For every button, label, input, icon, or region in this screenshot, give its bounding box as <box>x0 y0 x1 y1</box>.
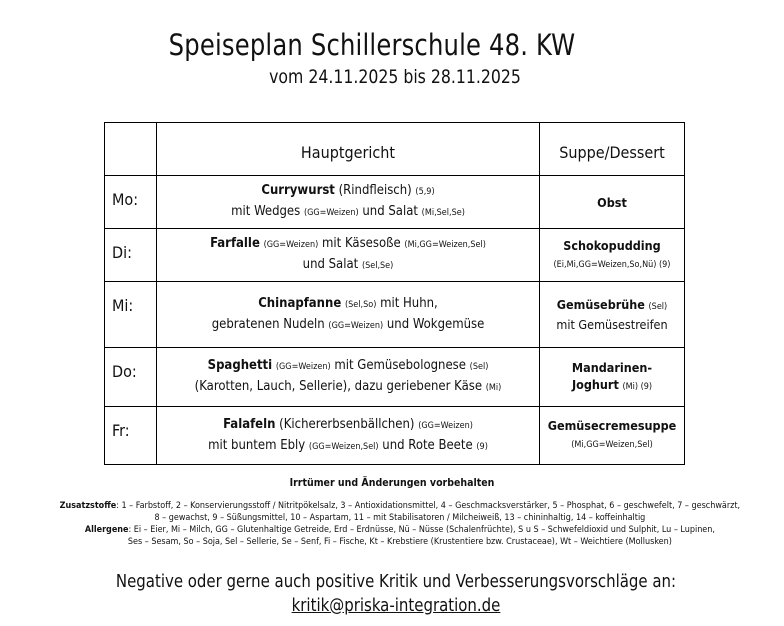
allergen-codes: (GG=Weizen) <box>418 420 473 431</box>
allergen-codes: (Mi) <box>485 383 502 393</box>
dish-text: und Salat <box>358 204 422 219</box>
dish-text: mit Gemüsestreifen <box>556 317 668 332</box>
allergen-codes: (Mi) (9) <box>622 381 653 392</box>
dish-text-line <box>540 376 684 396</box>
page-title: Speiseplan Schillerschule 48. KW <box>168 28 576 62</box>
allergen-codes: (9) <box>476 441 488 452</box>
dish-name: Currywurst <box>261 183 335 198</box>
dish-text-line <box>540 417 684 434</box>
allergen-codes: (Sel,Se) <box>361 261 394 271</box>
dish-text: (Rindfleisch) <box>334 183 416 198</box>
table-header-row <box>105 123 685 176</box>
dish-name: Obst <box>597 194 627 210</box>
dish-text-line <box>540 316 684 333</box>
table-row <box>105 407 685 465</box>
menu-table <box>104 122 685 465</box>
allergens-line-2: Ses – Sesam, So – Soja, Sel – Sellerie, Se – Senf, Fi – Fische, Kt – Krebstiere (Krustentiere bzw. Crustaceae), Wt – Weichtiere (Mollusken) <box>127 536 672 547</box>
allergen-codes: (GG=Weizen,Sel) <box>308 441 379 452</box>
dish-name: Spaghetti <box>207 358 273 373</box>
column-header-main: Hauptgericht <box>157 123 540 176</box>
main-dish-cell <box>157 282 540 348</box>
allergen-codes: (Mi,GG=Weizen,Sel) <box>404 240 486 250</box>
dish-text-line <box>157 202 539 223</box>
dish-text-line <box>157 294 539 315</box>
table-row <box>105 282 685 348</box>
feedback-email-link[interactable]: kritik@priska-integration.de <box>291 596 501 616</box>
main-dish-cell <box>157 176 540 229</box>
additives-line <box>10 500 784 512</box>
allergen-codes: (Ei,Mi,GG=Weizen,So,Nü) (9) <box>553 259 671 270</box>
day-label: Mo: <box>105 176 157 229</box>
additives-text: : 1 – Farbstoff, 2 – Konservierungsstoff / Nitritpökelsalz, 3 – Antioxidationsmittel, 4 – Geschmacksverstärker, 5 – Phosphat, 6 – geschwefelt, 7 – geschwärzt, <box>116 500 741 511</box>
dish-name: Schokopudding <box>563 237 661 253</box>
dish-text: mit Wedges <box>231 204 304 219</box>
dish-name: Gemüsebrühe <box>556 297 645 312</box>
allergen-codes: (GG=Weizen) <box>328 320 384 331</box>
allergens-text: : Ei – Eier, Mi – Milch, GG – Glutenhaltige Getreide, Erd – Erdnüsse, Nü – Nüsse (Schalenfrüchte), S u S – Schwefeldioxid und Sulphit, Lu – Lupinen, <box>128 524 715 535</box>
disclaimer: Irrtümer und Änderungen vorbehalten <box>289 477 495 489</box>
dish-text-line <box>540 359 684 376</box>
main-dish-cell <box>157 407 540 465</box>
allergens-label: Allergene <box>84 524 129 535</box>
day-label: Fr: <box>105 407 157 465</box>
column-header-day <box>105 123 157 176</box>
dish-text-line <box>157 181 539 202</box>
dish-text: mit Huhn, <box>376 295 438 311</box>
additives-line-2: 8 – gewachst, 9 – Süßungsmittel, 10 – Aspartam, 11 – mit Stabilisatoren / Milcheiweiß, 13 – chininhaltig, 14 – koffeinhaltig <box>154 512 646 523</box>
date-range: vom 24.11.2025 bis 28.11.2025 <box>269 66 521 88</box>
dish-text-line <box>540 254 684 274</box>
allergens-line <box>10 524 784 536</box>
main-dish-cell <box>157 229 540 282</box>
main-dish-cell <box>157 348 540 407</box>
dish-text-line <box>540 296 684 316</box>
dish-name: Farfalle <box>210 236 260 251</box>
dish-text: gebratenen Nudeln <box>211 316 329 332</box>
dish-text-line <box>540 194 684 211</box>
dish-text-line <box>157 377 539 398</box>
allergen-codes: (Mi,Sel,Se) <box>421 208 465 218</box>
allergen-codes: (GG=Weizen) <box>275 362 331 372</box>
allergen-codes: (5,9) <box>415 187 435 197</box>
allergen-codes: (GG=Weizen) <box>263 240 319 250</box>
allergen-codes: (Mi,GG=Weizen,Sel) <box>571 440 653 450</box>
dish-text: (Kichererbsenbällchen) <box>275 416 419 432</box>
soup-dessert-cell <box>540 348 685 407</box>
day-label: Do: <box>105 348 157 407</box>
dish-text-line <box>540 237 684 254</box>
dish-text: (Karotten, Lauch, Sellerie), dazu geriebener Käse <box>194 379 486 394</box>
dish-text: mit buntem Ebly <box>208 437 309 453</box>
allergen-codes: (GG=Weizen) <box>303 208 359 218</box>
day-label: Mi: <box>105 282 157 348</box>
table-row <box>105 176 685 229</box>
dish-name: Chinapfanne <box>258 295 342 311</box>
legend <box>10 500 784 548</box>
dish-text: und Rote Beete <box>378 437 477 453</box>
dish-name: Joghurt <box>571 376 619 392</box>
dish-text-line <box>157 356 539 377</box>
column-header-side: Suppe/Dessert <box>540 123 685 176</box>
feedback-section <box>20 570 772 618</box>
dish-text: und Wokgemüse <box>383 316 485 332</box>
dish-text: mit Gemüsebolognese <box>330 358 470 373</box>
dish-name: Mandarinen- <box>571 359 653 375</box>
dish-name: Gemüsecremesuppe <box>547 418 677 433</box>
dish-text-line <box>157 436 539 457</box>
allergen-codes: (Sel) <box>469 362 489 372</box>
allergen-codes: (Sel,So) <box>345 299 377 310</box>
dish-text: mit Käsesoße <box>318 236 405 251</box>
dish-text: und Salat <box>302 257 362 272</box>
dish-text-line <box>157 315 539 336</box>
dish-text-line <box>540 434 684 454</box>
table-row <box>105 229 685 282</box>
additives-label: Zusatzstoffe <box>59 500 117 511</box>
dish-text-line <box>157 255 539 276</box>
dish-text-line <box>157 234 539 255</box>
soup-dessert-cell <box>540 176 685 229</box>
dish-text-line <box>157 415 539 436</box>
allergen-codes: (Sel) <box>648 302 668 312</box>
feedback-text: Negative oder gerne auch positive Kritik und Verbesserungsvorschläge an: <box>115 572 677 592</box>
soup-dessert-cell <box>540 407 685 465</box>
dish-name: Falafeln <box>223 416 276 432</box>
day-label: Di: <box>105 229 157 282</box>
table-row <box>105 348 685 407</box>
soup-dessert-cell <box>540 282 685 348</box>
soup-dessert-cell <box>540 229 685 282</box>
